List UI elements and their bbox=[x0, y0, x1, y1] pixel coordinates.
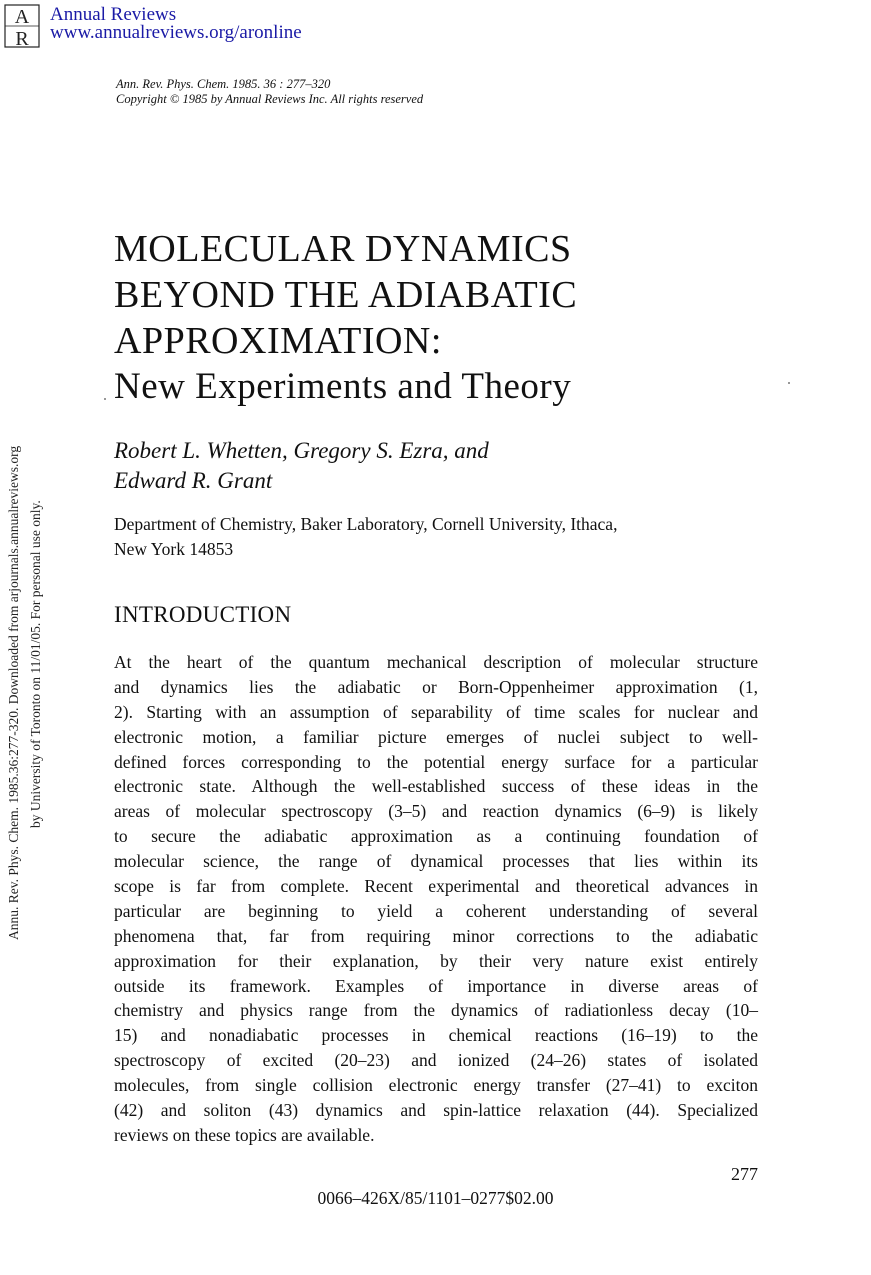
publisher-url-link[interactable]: www.annualreviews.org/aronline bbox=[50, 22, 302, 43]
body-line: approximation for their explanation, by their very nature exist entirely bbox=[114, 950, 758, 971]
body-line: phenomena that, far from requiring minor corrections to the adiabatic bbox=[114, 925, 758, 946]
article-title-line-3: APPROXIMATION: bbox=[114, 320, 442, 362]
article-title-line-1: MOLECULAR DYNAMICS bbox=[114, 228, 572, 270]
download-stamp bbox=[0, 0, 60, 1275]
copyright-notice: Copyright © 1985 by Annual Reviews Inc. All rights reserved bbox=[116, 92, 424, 106]
body-line: reviews on these topics are available. bbox=[114, 1124, 375, 1145]
body-line: particular are beginning to yield a coherent understanding of several bbox=[114, 900, 758, 921]
publisher-name-link[interactable]: Annual Reviews bbox=[50, 4, 177, 25]
page-number: 277 bbox=[731, 1164, 758, 1184]
body-line: 15) and nonadiabatic processes in chemical reactions (16–19) to the bbox=[114, 1025, 758, 1046]
article-title-line-2: BEYOND THE ADIABATIC bbox=[114, 274, 578, 316]
article-code: 0066–426X/85/1101–0277$02.00 bbox=[317, 1188, 554, 1208]
svg-text:A: A bbox=[14, 6, 30, 28]
journal-citation: Ann. Rev. Phys. Chem. 1985. 36 : 277–320 bbox=[116, 77, 331, 91]
body-line: spectroscopy of excited (20–23) and ionized (24–26) states of isolated bbox=[114, 1050, 758, 1071]
download-stamp-line-1: Annu. Rev. Phys. Chem. 1985.36:277-320. Downloaded from arjournals.annualreviews.org bbox=[6, 445, 21, 940]
article-subtitle: New Experiments and Theory bbox=[114, 366, 572, 407]
body-line: areas of molecular spectroscopy (3–5) and reaction dynamics (6–9) is likely bbox=[114, 801, 758, 822]
body-line: and dynamics lies the adiabatic or Born-Oppenheimer approximation (1, bbox=[114, 676, 758, 697]
body-line: scope is far from complete. Recent experimental and theoretical advances in bbox=[114, 876, 758, 897]
affiliation-line-2: New York 14853 bbox=[114, 539, 234, 559]
body-line: molecules, from single collision electronic energy transfer (27–41) to exciton bbox=[114, 1075, 758, 1096]
body-line: outside its framework. Examples of importance in diverse areas of bbox=[114, 975, 758, 996]
body-line: chemistry and physics range from the dynamics of radiationless decay (10– bbox=[114, 1000, 758, 1021]
body-line: molecular science, the range of dynamical processes that lies within its bbox=[114, 851, 758, 872]
body-line: (42) and soliton (43) dynamics and spin-lattice relaxation (44). Specialized bbox=[114, 1100, 758, 1121]
download-stamp-line-2: by University of Toronto on 11/01/05. For personal use only. bbox=[28, 500, 43, 828]
body-line: electronic state. Although the well-established success of these ideas in the bbox=[114, 776, 758, 797]
authors-line-1: Robert L. Whetten, Gregory S. Ezra, and bbox=[114, 438, 489, 463]
body-line: At the heart of the quantum mechanical description of molecular structure bbox=[114, 652, 758, 672]
body-line: 2). Starting with an assumption of separability of time scales for nuclear and bbox=[114, 701, 758, 722]
introduction-paragraph bbox=[114, 650, 758, 1148]
body-line: to secure the adiabatic approximation as a continuing foundation of bbox=[114, 826, 758, 847]
body-line: electronic motion, a familiar picture emerges of nuclei subject to well- bbox=[114, 726, 758, 747]
authors-line-2: Edward R. Grant bbox=[114, 468, 273, 493]
scan-speck bbox=[788, 382, 790, 384]
scan-speck bbox=[104, 398, 106, 400]
body-line: defined forces corresponding to the potential energy surface for a particular bbox=[114, 751, 758, 772]
svg-text:R: R bbox=[15, 28, 29, 48]
affiliation-line-1: Department of Chemistry, Baker Laboratory, Cornell University, Ithaca, bbox=[114, 514, 618, 534]
section-heading-introduction: INTRODUCTION bbox=[114, 602, 292, 627]
